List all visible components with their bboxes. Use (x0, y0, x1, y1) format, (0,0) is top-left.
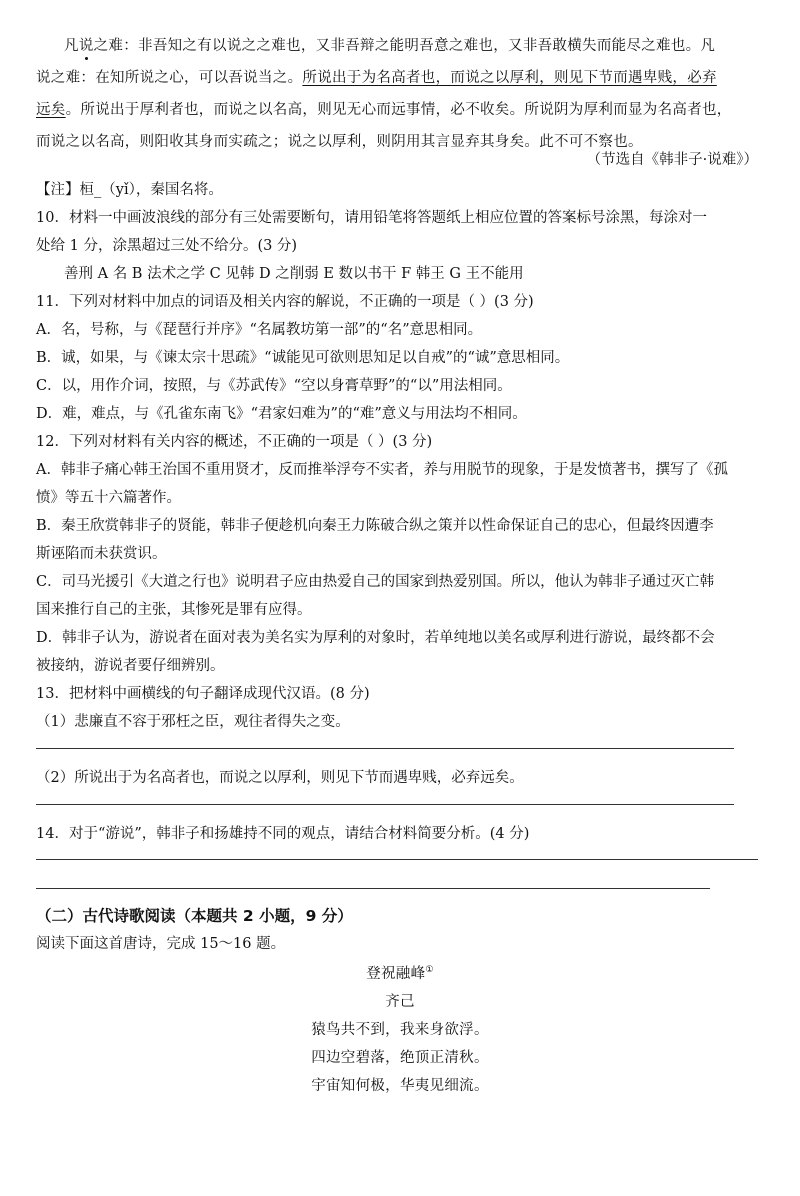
passage-line-1: 凡说之难：非吾知之有以说之之难也，又非吾辩之能明吾意之难也，又非吾敢横失而能尽之难也。凡 (64, 38, 716, 54)
q12-option-d-line-1: D．韩非子认为，游说者在面对表为美名实为厚利的对象时，若单纯地以美名或厚利进行游说，最终都不会 (36, 630, 715, 646)
poem-title: 登祝融峰① (366, 965, 434, 982)
q12-option-d-line-2: 被接纳，游说者要仔细辨别。 (36, 658, 225, 674)
q12-option-a-line-1: A．韩非子痛心韩王治国不重用贤才，反而推举浮夸不实者，养与用脱节的现象，于是发愤著书，撰写了《孤 (36, 462, 728, 478)
q10-stem-line-1: 10．材料一中画波浪线的部分有三处需要断句，请用铅笔将答题纸上相应位置的答案标号涂黑，每涂对一 (36, 210, 707, 226)
section-2-intro: 阅读下面这首唐诗，完成 15～16 题。 (36, 936, 286, 952)
q12-option-c-line-1: C．司马光援引《大道之行也》说明君子应由热爱自己的国家到热爱别国。所以，他认为韩非子通过灭亡韩 (36, 574, 715, 590)
q11-stem: 11．下列对材料中加点的词语及相关内容的解说，不正确的一项是（ ）(3 分) (36, 294, 534, 310)
passage-line-3: 远矣。所说出于厚利者也，而说之以名高，则见无心而远事情，必不收矣。所说阴为厚利而显为名高者也， (36, 102, 732, 118)
q11-option-c: C．以，用作介词，按照，与《苏武传》“空以身膏草野”的“以”用法相同。 (36, 378, 512, 394)
q11-option-a: A．名，号称，与《琵琶行并序》“名属教坊第一部”的“名”意思相同。 (36, 322, 483, 338)
answer-line-13-2[interactable] (36, 804, 734, 805)
section-2-heading: （二）古代诗歌阅读（本题共 2 小题，9 分） (36, 907, 353, 925)
passage-source: （节选自《韩非子·说难》） (586, 152, 758, 168)
q12-stem: 12．下列对材料有关内容的概述，不正确的一项是（ ）(3 分) (36, 434, 433, 450)
q11-option-d: D．难，难点，与《孔雀东南飞》“君家妇难为”的“难”意义与用法均不相同。 (36, 406, 527, 422)
answer-line-14-2[interactable] (36, 888, 710, 889)
poem-line-3: 宇宙知何极，华夷见细流。 (311, 1078, 489, 1094)
poem-line-1: 猿鸟共不到，我来身欲浮。 (311, 1022, 489, 1038)
poem-author: 齐己 (385, 994, 415, 1010)
poem-line-2: 四边空碧落，绝顶正清秋。 (311, 1050, 489, 1066)
answer-line-13-1[interactable] (36, 748, 734, 749)
footnote-marker: ① (425, 965, 434, 976)
q10-break-options: 善刑 A 名 B 法术之学 C 见韩 D 之削弱 E 数以书干 F 韩王 G 王不能用 (64, 266, 524, 282)
passage-line-2: 说之难：在知所说之心，可以吾说当之。所说出于为名高者也，而说之以厚利，则见下节而遇卑贱，必弃 (36, 70, 717, 86)
passage-line-4: 而说之以名高，则阳收其身而实疏之；说之以厚利，则阴用其言显弃其身矣。此不可不察也。 (36, 134, 643, 150)
q12-option-b-line-2: 斯诬陷而未获赏识。 (36, 546, 167, 562)
q13-stem: 13．把材料中画横线的句子翻译成现代汉语。(8 分) (36, 686, 370, 702)
q14-stem: 14．对于“游说”，韩非子和扬雄持不同的观点，请结合材料简要分析。(4 分) (36, 826, 530, 842)
q12-option-b-line-1: B．秦王欣赏韩非子的贤能，韩非子便趁机向秦王力陈破合纵之策并以性命保证自己的忠心，但最终因遭李 (36, 518, 714, 534)
annotation-note: 【注】桓_（yǐ），秦国名将。 (36, 182, 223, 198)
q11-option-b: B．诚，如果，与《谏太宗十思疏》“诚能见可欲则思知足以自戒”的“诚”意思相同。 (36, 350, 570, 366)
q13-sentence-1: （1）悲廉直不容于邪枉之臣，观往者得失之变。 (36, 714, 350, 730)
q12-option-c-line-2: 国来推行自己的主张，其惨死是罪有应得。 (36, 602, 312, 618)
q12-option-a-line-2: 愤》等五十六篇著作。 (36, 490, 181, 506)
q13-sentence-2: （2）所说出于为名高者也，而说之以厚利，则见下节而遇卑贱，必弃远矣。 (36, 770, 524, 786)
q10-stem-line-2: 处给 1 分，涂黑超过三处不给分。(3 分) (36, 238, 298, 254)
answer-line-14-1[interactable] (36, 859, 758, 860)
